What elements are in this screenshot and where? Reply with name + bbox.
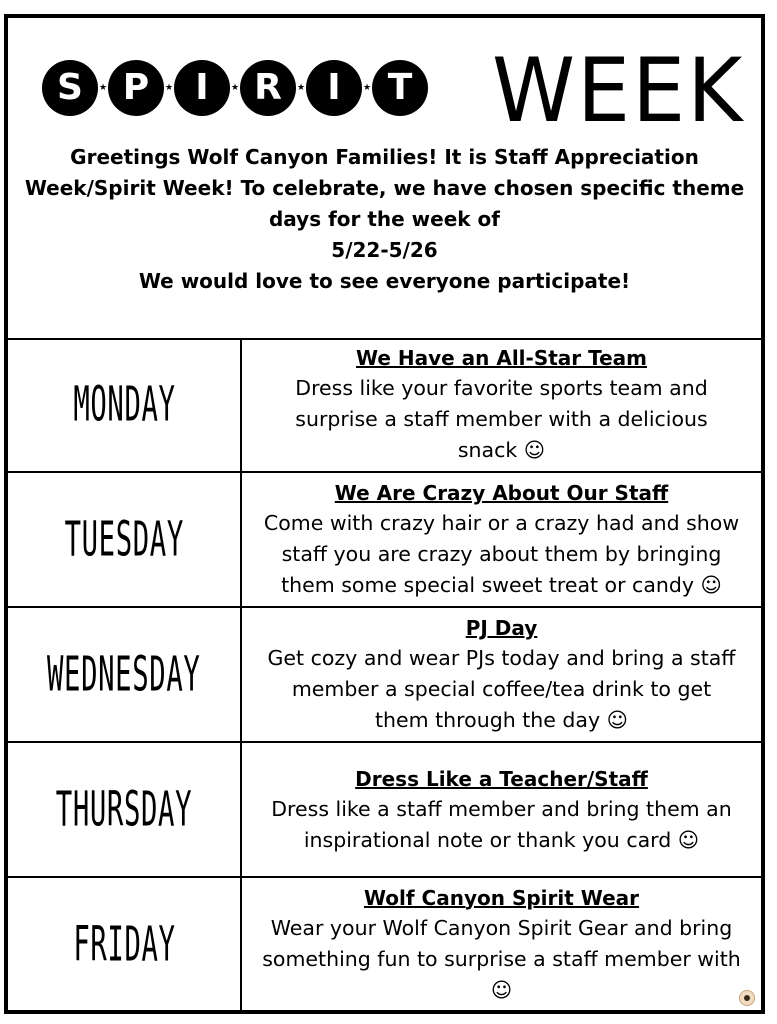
description-line: them some special sweet treat or candy ☺ <box>281 573 722 597</box>
description-line: them through the day ☺ <box>375 708 628 732</box>
day-label: FRIDAY <box>72 915 176 973</box>
star-icon: ★ <box>164 83 174 93</box>
intro-text <box>22 142 747 297</box>
table-row-friday <box>8 878 761 1010</box>
description-cell <box>242 473 761 606</box>
intro-line: Greetings Wolf Canyon Families! It is Staff Appreciation <box>70 145 699 169</box>
description-cell <box>242 608 761 741</box>
description-cell <box>242 743 761 876</box>
theme-title: PJ Day <box>465 616 538 640</box>
day-label: WEDNESDAY <box>47 646 201 703</box>
day-label: MONDAY <box>72 376 176 433</box>
week-title: WEEK <box>492 38 745 142</box>
theme-title: Dress Like a Teacher/Staff <box>355 766 648 791</box>
flyer-header <box>8 18 761 340</box>
table-row-monday <box>8 338 761 473</box>
description-line: Get cozy and wear PJs today and bring a staff <box>267 646 736 670</box>
spirit-letter: I <box>306 60 362 116</box>
description-line: inspirational note or thank you card ☺ <box>303 827 700 852</box>
star-icon: ★ <box>230 83 240 93</box>
intro-line: days for the week of <box>268 207 500 231</box>
day-label: THURSDAY <box>55 781 193 838</box>
spirit-letter: P <box>108 60 164 116</box>
day-cell <box>8 338 242 471</box>
star-icon: ★ <box>296 83 306 93</box>
table-row-wednesday <box>8 608 761 743</box>
flyer-frame <box>4 14 765 1014</box>
description-line: snack ☺ <box>457 438 546 462</box>
day-cell <box>8 473 242 606</box>
spirit-letter: S <box>42 60 98 116</box>
theme-title: Wolf Canyon Spirit Wear <box>363 885 640 910</box>
description-line: ☺ <box>490 977 513 1002</box>
star-icon: ★ <box>362 83 372 93</box>
spirit-title <box>42 52 428 124</box>
intro-line: Week/Spirit Week! To celebrate, we have chosen specific theme <box>24 176 745 200</box>
description-cell <box>242 878 761 1010</box>
spirit-letter: I <box>174 60 230 116</box>
description-line: member a special coffee/tea drink to get <box>291 677 712 701</box>
table-row-tuesday <box>8 473 761 608</box>
day-cell <box>8 743 242 876</box>
description-line: Dress like a staff member and bring them an <box>271 796 732 821</box>
intro-line: We would love to see everyone participate! <box>138 269 631 293</box>
table-row-thursday <box>8 743 761 878</box>
intro-dates: 5/22-5/26 <box>331 238 438 262</box>
creator-logo-icon <box>739 990 755 1006</box>
theme-title: We Have an All-Star Team <box>355 346 648 370</box>
description-line: something fun to surprise a staff member with <box>262 946 741 971</box>
description-line: Come with crazy hair or a crazy had and show <box>263 511 740 535</box>
description-line: Dress like your favorite sports team and <box>295 376 708 400</box>
spirit-letter: T <box>372 60 428 116</box>
spirit-letter: R <box>240 60 296 116</box>
description-cell <box>242 338 761 471</box>
star-icon: ★ <box>98 83 108 93</box>
description-line: Wear your Wolf Canyon Spirit Gear and bring <box>270 915 733 940</box>
description-line: staff you are crazy about them by bringing <box>281 542 722 566</box>
day-cell <box>8 878 242 1010</box>
day-label: TUESDAY <box>64 511 184 568</box>
theme-title: We Are Crazy About Our Staff <box>334 481 669 505</box>
day-cell <box>8 608 242 741</box>
description-line: surprise a staff member with a delicious <box>295 407 708 431</box>
